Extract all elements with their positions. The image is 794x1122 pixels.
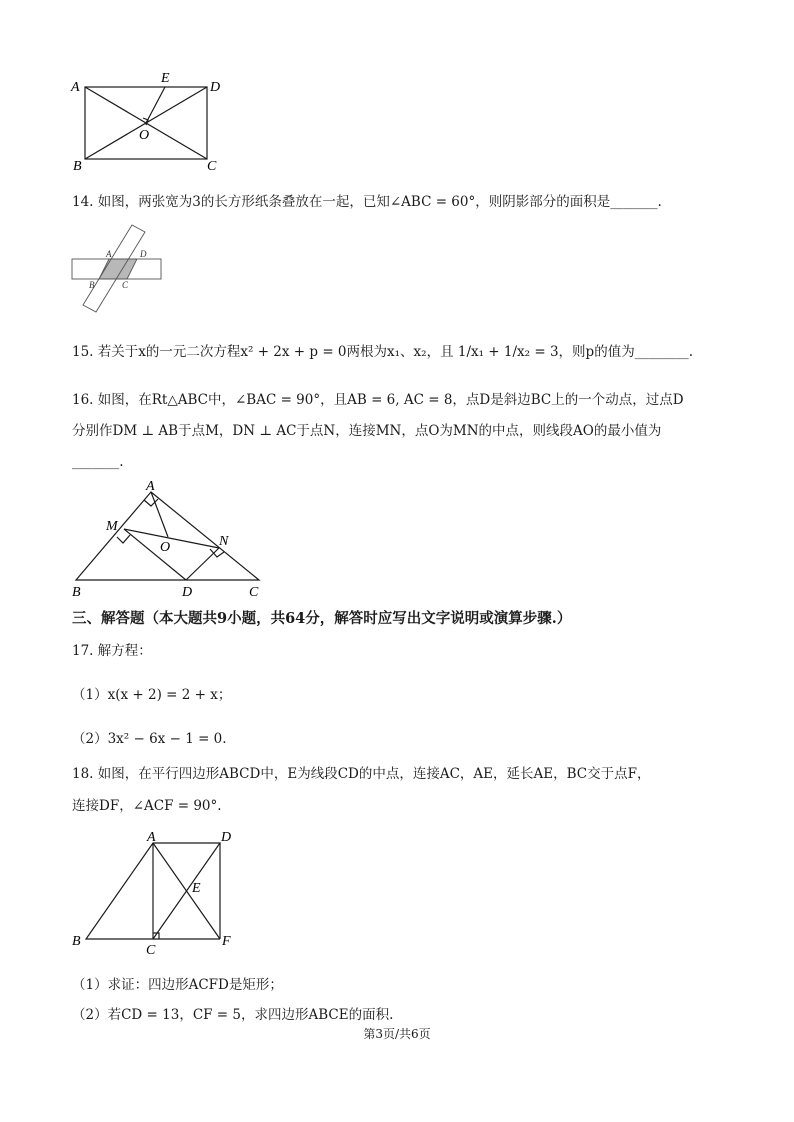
question-14: 14. 如图，两张宽为3的长方形纸条叠放在一起，已知∠ABC = 60°，则阴影部分的面积是_______. xyxy=(72,194,662,210)
fig18-label-b: B xyxy=(72,934,81,949)
question-17-stem: 17. 解方程： xyxy=(72,643,152,659)
question-17-part-1: （1）x(x + 2) = 2 + x； xyxy=(72,687,232,703)
question-16-line-1: 16. 如图，在Rt△ABC中，∠BAC = 90°，且AB = 6, AC = 8，点D是斜边BC上的一个动点，过点D xyxy=(72,392,684,408)
fig18-label-a: A xyxy=(147,830,156,845)
question-16-line-2: 分别作DM ⊥ AB于点M，DN ⊥ AC于点N，连接MN，点O为MN的中点，则线段AO的最小值为 xyxy=(72,423,662,439)
fig16-label-c: C xyxy=(249,585,259,600)
fig18-label-d: D xyxy=(221,830,232,845)
question-18-line-1: 18. 如图，在平行四边形ABCD中，E为线段CD的中点，连接AC，AE，延长AE，BC交于点F， xyxy=(72,766,651,782)
fig14-label-b: B xyxy=(89,280,95,290)
question-16-line-3: _______. xyxy=(72,454,124,470)
question-18-part-1: （1）求证：四边形ACFD是矩形； xyxy=(72,977,283,993)
fig18-label-e: E xyxy=(192,881,201,896)
label-d: D xyxy=(210,80,221,95)
question-17-part-2: （2）3x² − 6x − 1 = 0. xyxy=(72,731,227,747)
fig14-label-a: A xyxy=(106,249,112,259)
label-a: A xyxy=(71,80,80,95)
label-c: C xyxy=(207,159,217,174)
fig14-label-d: D xyxy=(140,249,147,259)
label-e: E xyxy=(161,71,170,86)
fig16-label-m: M xyxy=(106,519,118,534)
label-b: B xyxy=(73,159,82,174)
question-18-part-2: （2）若CD = 13，CF = 5，求四边形ABCE的面积. xyxy=(72,1007,394,1023)
fig16-label-d: D xyxy=(182,585,193,600)
fig18-label-c: C xyxy=(146,943,156,958)
section-3-title: 三、解答题（本大题共9小题，共64分，解答时应写出文字说明或演算步骤.） xyxy=(72,610,572,627)
fig16-label-n: N xyxy=(219,534,229,549)
fig16-label-o: O xyxy=(160,540,171,555)
question-18-line-2: 连接DF，∠ACF = 90°. xyxy=(72,798,222,814)
page-number: 第3页/共6页 xyxy=(363,1027,431,1041)
label-o: O xyxy=(139,128,150,143)
fig18-label-f: F xyxy=(222,934,231,949)
fig14-label-c: C xyxy=(122,280,129,290)
fig16-label-b: B xyxy=(72,585,81,600)
fig16-label-a: A xyxy=(146,479,155,494)
question-15: 15. 若关于x的一元二次方程x² + 2x + p = 0两根为x₁、x₂，且 1/x₁ + 1/x₂ = 3，则p的值为________. xyxy=(72,344,693,360)
